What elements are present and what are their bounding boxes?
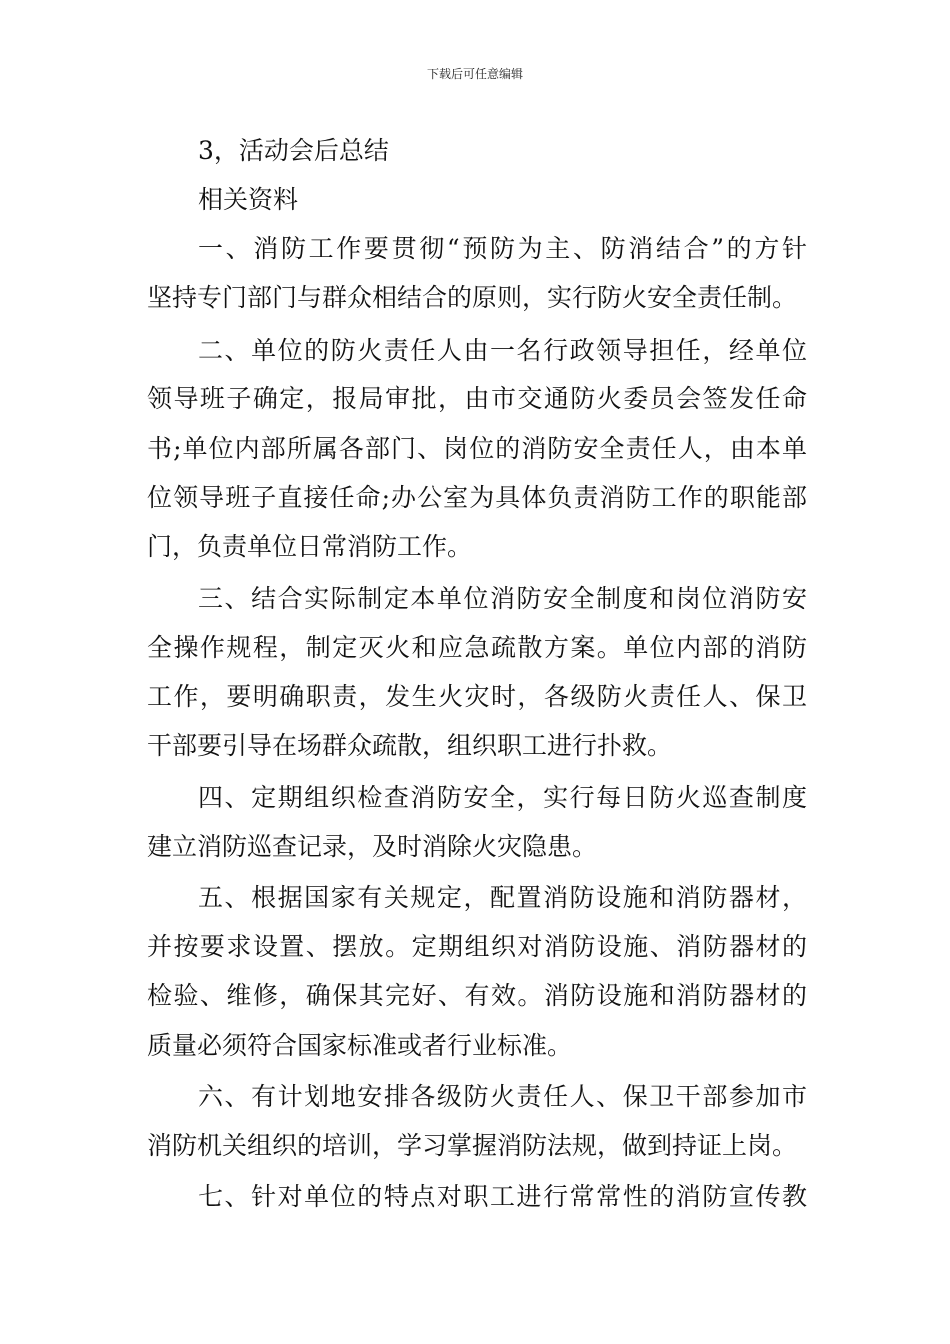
text-line: 3，活动会后总结 bbox=[198, 136, 389, 165]
text-line: 干部要引导在场群众疏散，组织职工进行扑救。 bbox=[147, 731, 673, 760]
text-line: 坚持专门部门与群众相结合的原则，实行防火安全责任制。 bbox=[147, 283, 798, 312]
text-line: 全操作规程，制定灭火和应急疏散方案。单位内部的消防 bbox=[147, 633, 807, 662]
text-line: 二、单位的防火责任人由一名行政领导担任，经单位 bbox=[198, 336, 807, 365]
text-line: 六、有计划地安排各级防火责任人、保卫干部参加市 bbox=[198, 1082, 807, 1111]
text-line: 门，负责单位日常消防工作。 bbox=[147, 532, 473, 561]
text-line: 书;单位内部所属各部门、岗位的消防安全责任人，由本单 bbox=[147, 434, 807, 463]
text-line: 检验、维修，确保其完好、有效。消防设施和消防器材的 bbox=[147, 981, 807, 1010]
page-header: 下载后可任意编辑 bbox=[426, 67, 523, 81]
text-line: 质量必须符合国家标准或者行业标准。 bbox=[147, 1031, 573, 1060]
text-line: 一、消防工作要贯彻“预防为主、防消结合”的方针 bbox=[198, 234, 807, 263]
text-line: 位领导班子直接任命;办公室为具体负责消防工作的职能部 bbox=[147, 483, 807, 512]
text-line: 四、定期组织检查消防安全，实行每日防火巡查制度 bbox=[198, 783, 807, 812]
text-line: 三、结合实际制定本单位消防安全制度和岗位消防安 bbox=[198, 584, 807, 613]
text-line: 五、根据国家有关规定，配置消防设施和消防器材， bbox=[198, 883, 807, 912]
text-line: 七、针对单位的特点对职工进行常常性的消防宣传教 bbox=[198, 1182, 807, 1211]
text-line: 建立消防巡查记录，及时消除火灾隐患。 bbox=[147, 832, 598, 861]
text-line: 工作，要明确职责，发生火灾时，各级防火责任人、保卫 bbox=[147, 682, 807, 711]
text-line: 并按要求设置、摆放。定期组织对消防设施、消防器材的 bbox=[147, 932, 807, 961]
text-line: 领导班子确定，报局审批，由市交通防火委员会签发任命 bbox=[147, 384, 807, 413]
text-line: 消防机关组织的培训，学习掌握消防法规，做到持证上岗。 bbox=[147, 1131, 798, 1160]
text-line: 相关资料 bbox=[198, 185, 299, 214]
